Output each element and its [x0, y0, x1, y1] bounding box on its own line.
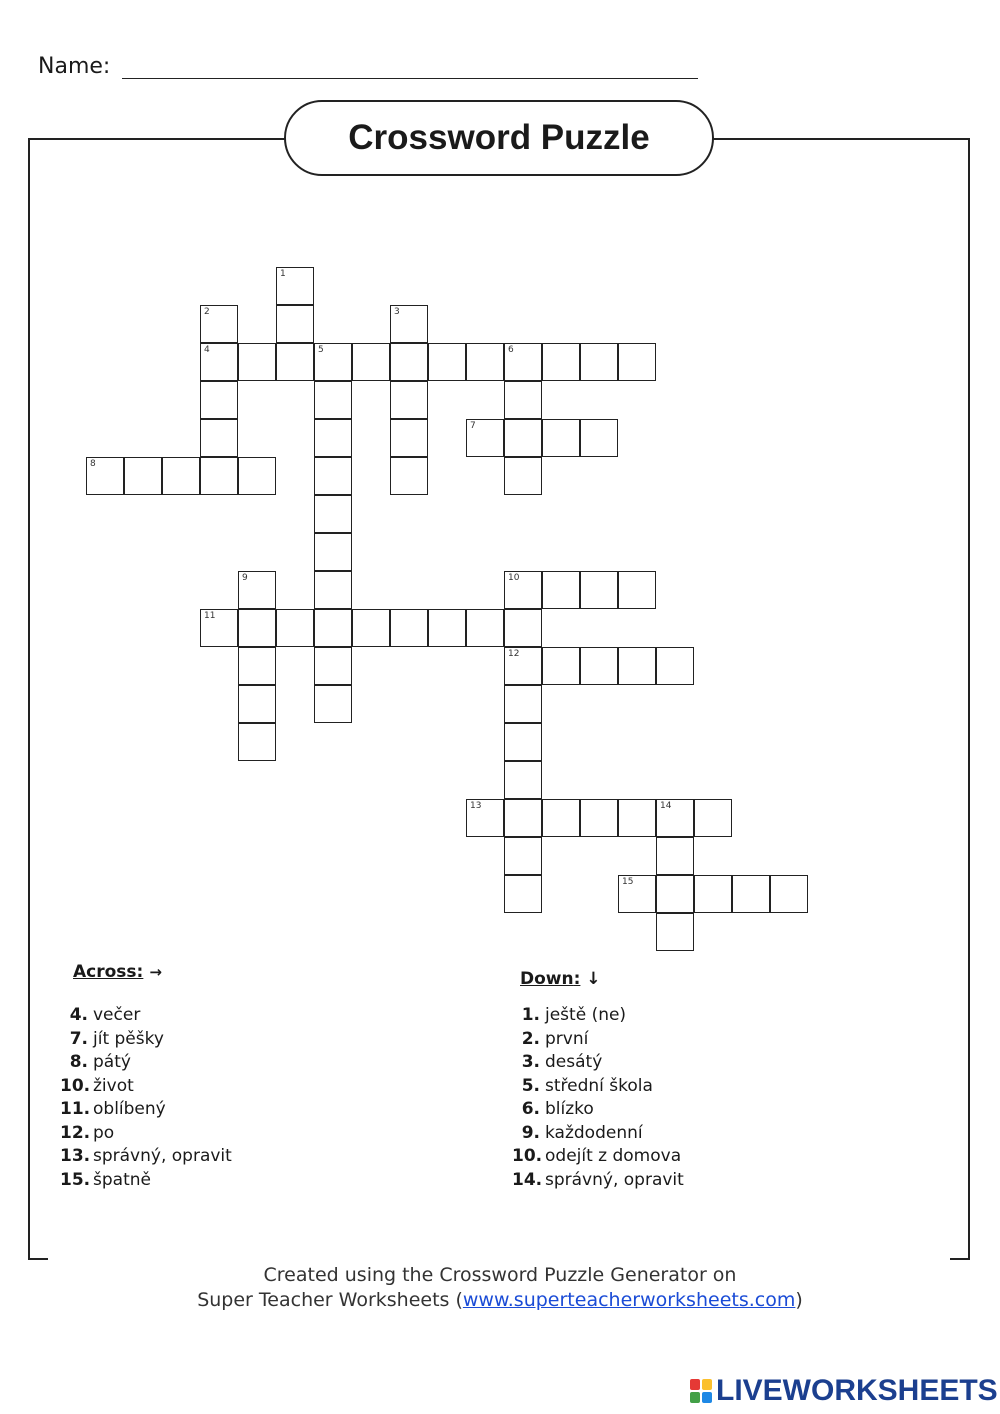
- clue-text: pátý: [93, 1052, 131, 1072]
- down-clue: [512, 1004, 684, 1028]
- down-clue: [512, 1075, 684, 1099]
- clue-number: 11.: [60, 1099, 91, 1119]
- crossword-cell[interactable]: [314, 647, 352, 685]
- clue-number: 3.: [521, 1052, 540, 1072]
- crossword-cell[interactable]: [542, 647, 580, 685]
- footer-line-1: Created using the Crossword Puzzle Generator on: [263, 1264, 737, 1286]
- down-clue: [512, 1098, 684, 1122]
- crossword-cell[interactable]: [314, 419, 352, 457]
- crossword-cell[interactable]: [314, 533, 352, 571]
- crossword-cell[interactable]: [618, 343, 656, 381]
- across-clue: [60, 1169, 232, 1193]
- clue-text: střední škola: [545, 1075, 653, 1096]
- crossword-cell[interactable]: [504, 343, 542, 381]
- crossword-cell[interactable]: [314, 343, 352, 381]
- crossword-cell[interactable]: [276, 305, 314, 343]
- crossword-cell[interactable]: [238, 571, 276, 609]
- crossword-cell[interactable]: [238, 609, 276, 647]
- crossword-cell[interactable]: [466, 419, 504, 457]
- down-clue: [512, 1122, 684, 1146]
- clue-text: blízko: [545, 1099, 594, 1119]
- crossword-cell[interactable]: [542, 799, 580, 837]
- crossword-cell[interactable]: [504, 875, 542, 913]
- cell-number: 4: [204, 345, 210, 355]
- crossword-cell[interactable]: [390, 419, 428, 457]
- frame-corner-right: [950, 1258, 970, 1260]
- cell-number: 15: [622, 877, 634, 887]
- crossword-cell[interactable]: [466, 343, 504, 381]
- across-clue: [60, 1051, 232, 1075]
- crossword-cell[interactable]: [200, 457, 238, 495]
- clue-text: jít pěšky: [93, 1028, 164, 1049]
- cell-number: 10: [508, 573, 520, 583]
- crossword-cell[interactable]: [504, 457, 542, 495]
- cell-number: 2: [204, 307, 210, 317]
- clue-text: oblíbený: [93, 1099, 166, 1119]
- across-clue: [60, 1075, 232, 1099]
- cell-number: 12: [508, 649, 520, 659]
- right-arrow-icon: →: [149, 963, 162, 981]
- crossword-cell[interactable]: [504, 799, 542, 837]
- crossword-cell[interactable]: [580, 343, 618, 381]
- clue-number: 6.: [521, 1099, 540, 1119]
- crossword-cell[interactable]: [504, 381, 542, 419]
- clue-number: 12.: [60, 1122, 91, 1143]
- cell-number: 1: [280, 269, 286, 279]
- crossword-cell[interactable]: [732, 875, 770, 913]
- liveworksheets-brand[interactable]: [690, 1374, 998, 1408]
- crossword-cell[interactable]: [428, 343, 466, 381]
- across-heading: Across: →: [73, 962, 162, 982]
- crossword-cell[interactable]: [580, 799, 618, 837]
- footer-link[interactable]: www.superteacherworksheets.com: [462, 1289, 796, 1311]
- crossword-cell[interactable]: [390, 343, 428, 381]
- crossword-cell[interactable]: [276, 343, 314, 381]
- crossword-cell[interactable]: [580, 647, 618, 685]
- crossword-cell[interactable]: [618, 799, 656, 837]
- crossword-cell[interactable]: [390, 381, 428, 419]
- clue-number: 7.: [69, 1028, 88, 1049]
- crossword-cell[interactable]: [390, 457, 428, 495]
- down-clue: [512, 1145, 684, 1169]
- down-clue: [512, 1169, 684, 1193]
- clue-text: večer: [93, 1005, 141, 1025]
- cell-number: 7: [470, 421, 476, 431]
- crossword-cell[interactable]: [656, 837, 694, 875]
- crossword-cell[interactable]: [656, 799, 694, 837]
- cell-number: 6: [508, 345, 514, 355]
- crossword-cell[interactable]: [390, 609, 428, 647]
- crossword-cell[interactable]: [124, 457, 162, 495]
- down-heading: Down: ↓: [520, 969, 601, 989]
- crossword-cell[interactable]: [504, 685, 542, 723]
- crossword-cell[interactable]: [200, 381, 238, 419]
- crossword-cell[interactable]: [200, 343, 238, 381]
- across-clue: [60, 1098, 232, 1122]
- clue-number: 10.: [60, 1075, 91, 1096]
- crossword-cell[interactable]: [504, 723, 542, 761]
- footer-prefix: Super Teacher Worksheets (: [197, 1289, 463, 1311]
- cell-number: 3: [394, 307, 400, 317]
- crossword-cell[interactable]: [314, 457, 352, 495]
- crossword-cell[interactable]: [314, 381, 352, 419]
- crossword-cell[interactable]: [694, 875, 732, 913]
- down-clue-list: [512, 1004, 684, 1192]
- across-clue: [60, 1004, 232, 1028]
- across-heading-label: Across: [73, 962, 137, 982]
- crossword-cell[interactable]: [618, 875, 656, 913]
- crossword-cell[interactable]: [200, 609, 238, 647]
- cell-number: 9: [242, 573, 248, 583]
- cell-number: 14: [660, 801, 672, 811]
- crossword-cell[interactable]: [314, 685, 352, 723]
- name-label: Name:: [38, 54, 111, 79]
- down-heading-label: Down: [520, 969, 574, 989]
- clue-number: 5.: [521, 1075, 540, 1096]
- crossword-cell[interactable]: [390, 305, 428, 343]
- clue-number: 13.: [60, 1146, 91, 1166]
- crossword-cell[interactable]: [504, 609, 542, 647]
- clue-text: odejít z domova: [545, 1146, 682, 1166]
- crossword-cell[interactable]: [694, 799, 732, 837]
- crossword-cell[interactable]: [314, 571, 352, 609]
- crossword-cell[interactable]: [504, 837, 542, 875]
- clue-number: 9.: [521, 1122, 540, 1143]
- crossword-cell[interactable]: [314, 495, 352, 533]
- across-clue-list: [60, 1004, 232, 1192]
- clue-text: ještě (ne): [545, 1005, 627, 1025]
- crossword-cell[interactable]: [504, 419, 542, 457]
- crossword-cell[interactable]: [770, 875, 808, 913]
- down-arrow-icon: ↓: [586, 969, 601, 989]
- crossword-cell[interactable]: [504, 761, 542, 799]
- clue-number: 8.: [69, 1052, 88, 1072]
- crossword-cell[interactable]: [86, 457, 124, 495]
- crossword-cell[interactable]: [618, 647, 656, 685]
- crossword-cell[interactable]: [352, 609, 390, 647]
- brand-text: LIVEWORKSHEETS: [716, 1374, 998, 1407]
- crossword-cell[interactable]: [428, 609, 466, 647]
- across-clue: [60, 1122, 232, 1146]
- crossword-cell[interactable]: [238, 457, 276, 495]
- crossword-cell[interactable]: [276, 609, 314, 647]
- clue-text: každodenní: [545, 1122, 643, 1143]
- clue-text: správný, opravit: [93, 1146, 232, 1166]
- footer-suffix: ): [795, 1289, 803, 1311]
- crossword-cell[interactable]: [200, 305, 238, 343]
- cell-number: 11: [204, 611, 216, 621]
- crossword-cell[interactable]: [504, 571, 542, 609]
- crossword-cell[interactable]: [238, 723, 276, 761]
- cell-number: 5: [318, 345, 324, 355]
- crossword-cell[interactable]: [504, 647, 542, 685]
- clue-number: 14.: [512, 1169, 543, 1190]
- down-clue: [512, 1028, 684, 1052]
- crossword-cell[interactable]: [580, 419, 618, 457]
- crossword-cell[interactable]: [542, 571, 580, 609]
- clue-number: 15.: [60, 1169, 91, 1190]
- crossword-cell[interactable]: [352, 343, 390, 381]
- crossword-cell[interactable]: [656, 647, 694, 685]
- crossword-cell[interactable]: [466, 799, 504, 837]
- crossword-cell[interactable]: [276, 267, 314, 305]
- crossword-cell[interactable]: [656, 875, 694, 913]
- crossword-cell[interactable]: [618, 571, 656, 609]
- crossword-cell[interactable]: [200, 419, 238, 457]
- clue-text: správný, opravit: [545, 1169, 684, 1190]
- crossword-cell[interactable]: [238, 343, 276, 381]
- clue-text: po: [93, 1122, 115, 1143]
- clue-number: 1.: [521, 1005, 540, 1025]
- crossword-cell[interactable]: [314, 609, 352, 647]
- clue-number: 10.: [512, 1146, 543, 1166]
- crossword-cell[interactable]: [238, 647, 276, 685]
- page-title: Crossword Puzzle: [284, 100, 714, 176]
- across-clue: [60, 1145, 232, 1169]
- crossword-cell[interactable]: [162, 457, 200, 495]
- clue-number: 4.: [69, 1005, 88, 1025]
- crossword-cell[interactable]: [542, 419, 580, 457]
- clue-text: život: [93, 1075, 134, 1096]
- clue-text: desátý: [545, 1052, 603, 1072]
- down-clue: [512, 1051, 684, 1075]
- across-clue: [60, 1028, 232, 1052]
- cell-number: 8: [90, 459, 96, 469]
- clue-text: špatně: [93, 1169, 151, 1190]
- frame-corner-left: [28, 1258, 48, 1260]
- crossword-cell[interactable]: [656, 913, 694, 951]
- clue-number: 2.: [521, 1028, 540, 1049]
- cell-number: 13: [470, 801, 482, 811]
- crossword-cell[interactable]: [466, 609, 504, 647]
- clue-text: první: [545, 1028, 589, 1049]
- footer-line-2: [0, 1289, 1000, 1311]
- crossword-cell[interactable]: [238, 685, 276, 723]
- crossword-cell[interactable]: [542, 343, 580, 381]
- crossword-cell[interactable]: [580, 571, 618, 609]
- liveworksheets-logo-icon: [690, 1377, 712, 1405]
